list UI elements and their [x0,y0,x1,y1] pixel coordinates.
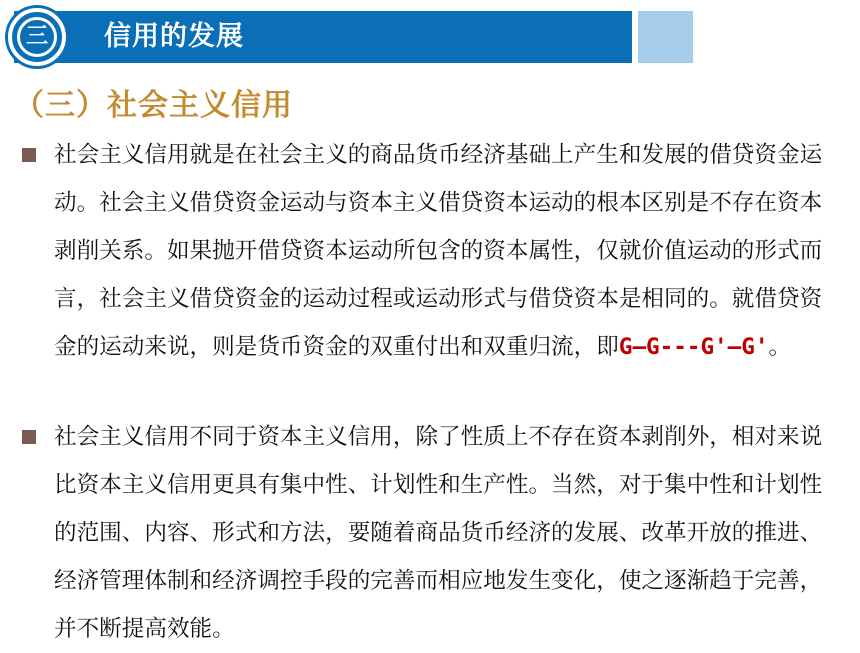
section-number: 三 [17,17,57,57]
bullet-square-icon [22,148,36,162]
paragraph-1-text: 社会主义信用就是在社会主义的商品货币经济基础上产生和发展的借贷资金运动。社会主义借贷资金运动与资本主义借贷资本运动的根本区别是不存在资本剥削关系。如果抛开借贷资本运动所包含的资本属性，仅就价值运动的形式而言，社会主义借贷资金的运动过程或运动形式与借贷资本是相同的。就借贷资金的运动来说，则是货币资金的双重付出和双重归流，即 [54,142,823,360]
subsection-title: （三）社会主义信用 [14,88,293,123]
capital-flow-formula: G—G---G'—G' [618,334,769,360]
page-title: 信用的发展 [104,21,244,52]
paragraph-2: 社会主义信用不同于资本主义信用，除了性质上不存在资本剥削外，相对来说比资本主义信用更具有集中性、计划性和生产性。当然，对于集中性和计划性的范围、内容、形式和方法，要随着商品货币经济的发展、改革开放的推进、经济管理体制和经济调控手段的完善而相应地发生变化，使之逐渐趋于完善，并不断提高效能。 [54,424,823,642]
header-accent-block [638,11,693,63]
bullet-square-icon [22,430,36,444]
paragraph-1-end: 。 [768,334,792,360]
section-number-badge [8,8,66,66]
paragraph-1 [54,131,830,371]
